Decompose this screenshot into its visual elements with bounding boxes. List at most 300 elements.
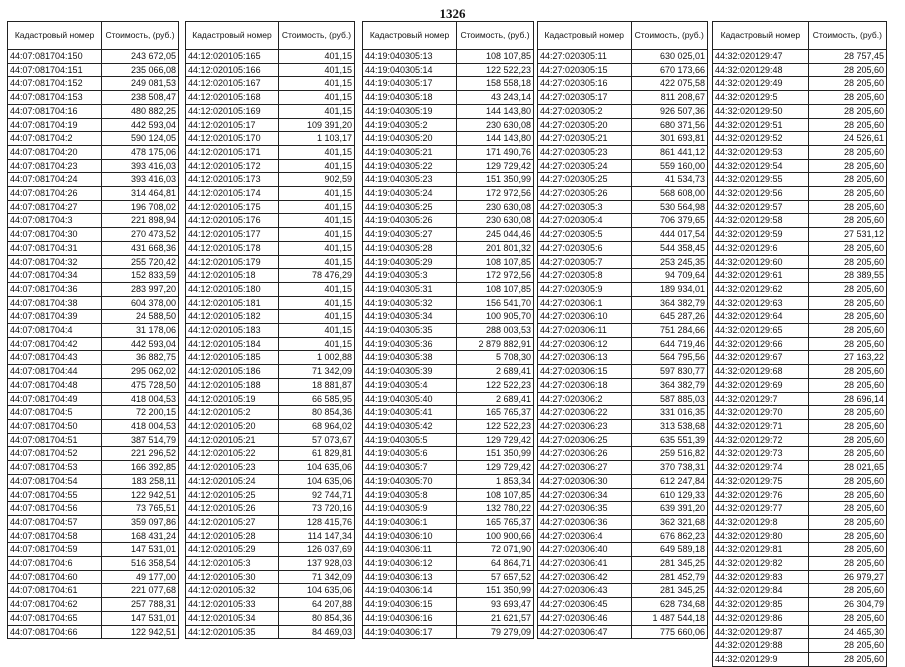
cost-cell: 676 862,23 [631,529,708,543]
cadastral-number-cell: 44:32:020129:70 [713,406,809,420]
cost-cell: 401,15 [278,324,354,338]
table-row [713,337,887,351]
table-row [363,365,534,379]
cadastral-number-cell: 44:12:020105:175 [186,200,279,214]
cost-cell: 359 097,86 [102,515,179,529]
table-row [363,50,534,64]
table-row [186,159,355,173]
cadastral-number-cell: 44:19:040305:42 [363,419,457,433]
cost-cell: 28 205,60 [808,557,886,571]
cost-cell: 64 207,88 [278,598,354,612]
table-row [363,145,534,159]
cadastral-number-cell: 44:19:040305:14 [363,63,457,77]
cost-cell: 80 854,36 [278,406,354,420]
cost-cell: 544 358,45 [631,241,708,255]
cost-cell: 84 469,03 [278,625,354,639]
cadastral-number-cell: 44:12:020105:25 [186,488,279,502]
cadastral-number-cell: 44:32:020129:55 [713,173,809,187]
cost-cell: 811 208,67 [631,91,708,105]
cadastral-number-cell: 44:07:081704:57 [8,515,102,529]
cost-cell: 418 004,53 [102,392,179,406]
cadastral-number-cell: 44:12:020105:180 [186,282,279,296]
cadastral-number-cell: 44:07:081704:66 [8,625,102,639]
cost-header: Стоимость, (руб.) [102,22,179,50]
cadastral-number-cell: 44:12:020105:182 [186,310,279,324]
table-row [186,406,355,420]
table-row [713,639,887,653]
cadastral-number-cell: 44:27:020305:26 [538,187,632,201]
cadastral-number-cell: 44:27:020305:2 [538,104,632,118]
table-row [8,200,179,214]
cost-cell: 49 177,00 [102,570,179,584]
table-row [538,118,708,132]
header-row [538,22,708,50]
cost-cell: 28 205,60 [808,474,886,488]
cost-cell: 393 416,03 [102,173,179,187]
cost-cell: 28 205,60 [808,310,886,324]
table-row [363,584,534,598]
cost-cell: 401,15 [278,77,354,91]
cadastral-number-cell: 44:12:020105:184 [186,337,279,351]
table-row [186,337,355,351]
cost-cell: 281 345,25 [631,584,708,598]
cost-cell: 401,15 [278,214,354,228]
table-row [538,474,708,488]
cost-cell: 171 490,76 [457,145,534,159]
table-row [186,173,355,187]
table-row [713,433,887,447]
cost-cell: 166 392,85 [102,461,179,475]
table-row [186,269,355,283]
cost-cell: 78 476,29 [278,269,354,283]
cost-cell: 129 729,42 [457,461,534,475]
cost-cell: 422 075,58 [631,77,708,91]
cadastral-number-cell: 44:19:040306:11 [363,543,457,557]
cost-cell: 28 205,60 [808,611,886,625]
cost-cell: 401,15 [278,241,354,255]
cost-cell: 71 342,09 [278,570,354,584]
table-row [363,515,534,529]
cost-cell: 28 205,60 [808,282,886,296]
cost-cell: 64 864,71 [457,557,534,571]
cost-cell: 649 589,18 [631,543,708,557]
cost-cell: 61 829,81 [278,447,354,461]
cadastral-number-cell: 44:27:020306:46 [538,611,632,625]
cadastral-number-cell: 44:32:020129:47 [713,50,809,64]
cost-cell: 751 284,66 [631,324,708,338]
cadastral-number-cell: 44:32:020129:48 [713,63,809,77]
cadastral-number-cell: 44:19:040305:20 [363,132,457,146]
cadastral-number-cell: 44:19:040306:12 [363,557,457,571]
cadastral-number-cell: 44:19:040305:18 [363,91,457,105]
table-row [8,611,179,625]
table-row [363,296,534,310]
cost-cell: 245 044,46 [457,228,534,242]
table-row [538,324,708,338]
cost-cell: 122 522,23 [457,419,534,433]
cadastral-number-header: Кадастровый номер [538,22,632,50]
cost-cell: 387 514,79 [102,433,179,447]
table-row [713,474,887,488]
cadastral-number-cell: 44:12:020105:17 [186,118,279,132]
table-row [713,132,887,146]
cadastral-number-cell: 44:32:020129:64 [713,310,809,324]
cost-cell: 401,15 [278,255,354,269]
cadastral-number-cell: 44:12:020105:28 [186,529,279,543]
cost-cell: 1 487 544,18 [631,611,708,625]
table-row [8,255,179,269]
table-row [713,296,887,310]
cost-cell: 238 508,47 [102,91,179,105]
header-row [8,22,179,50]
cost-cell: 431 668,36 [102,241,179,255]
cost-cell: 109 391,20 [278,118,354,132]
table-row [186,515,355,529]
table-row [363,611,534,625]
cost-cell: 104 635,06 [278,584,354,598]
cadastral-number-cell: 44:07:081704:61 [8,584,102,598]
cadastral-number-cell: 44:32:020129:71 [713,419,809,433]
table-row [363,159,534,173]
cadastral-number-cell: 44:12:020105:3 [186,557,279,571]
cost-cell: 57 657,52 [457,570,534,584]
cost-cell: 610 129,33 [631,488,708,502]
cost-cell: 401,15 [278,228,354,242]
cadastral-number-cell: 44:19:040305:27 [363,228,457,242]
table-row [713,625,887,639]
cost-cell: 151 350,99 [457,584,534,598]
table-row [538,282,708,296]
cadastral-number-cell: 44:32:020129:81 [713,543,809,557]
cost-cell: 152 833,59 [102,269,179,283]
table-row [538,351,708,365]
cost-cell: 28 205,60 [808,515,886,529]
cadastral-number-cell: 44:27:020305:23 [538,145,632,159]
cost-cell: 902,59 [278,173,354,187]
table-row [186,241,355,255]
cadastral-number-cell: 44:19:040305:31 [363,282,457,296]
cadastral-number-cell: 44:12:020105:29 [186,543,279,557]
cadastral-number-cell: 44:19:040305:21 [363,145,457,159]
cadastral-number-cell: 44:27:020305:7 [538,255,632,269]
cadastral-number-cell: 44:27:020306:22 [538,406,632,420]
cost-cell: 2 689,41 [457,365,534,379]
cost-cell: 564 795,56 [631,351,708,365]
cadastral-number-cell: 44:12:020105:2 [186,406,279,420]
table-row [186,187,355,201]
cadastral-number-cell: 44:27:020305:3 [538,200,632,214]
cost-cell: 28 205,60 [808,241,886,255]
table-row [363,529,534,543]
cadastral-number-cell: 44:07:081704:39 [8,310,102,324]
cadastral-number-cell: 44:07:081704:34 [8,269,102,283]
cadastral-number-cell: 44:32:020129:8 [713,515,809,529]
table-row [713,392,887,406]
cost-cell: 221 898,94 [102,214,179,228]
cadastral-number-cell: 44:19:040305:22 [363,159,457,173]
table-row [713,159,887,173]
table-row [363,378,534,392]
table-row [713,63,887,77]
cadastral-number-cell: 44:12:020105:34 [186,611,279,625]
cadastral-number-cell: 44:32:020129:87 [713,625,809,639]
cadastral-number-cell: 44:32:020129:82 [713,557,809,571]
cost-cell: 71 342,09 [278,365,354,379]
cadastral-number-cell: 44:12:020105:165 [186,50,279,64]
cost-cell: 172 972,56 [457,187,534,201]
cost-cell: 92 744,71 [278,488,354,502]
cost-cell: 28 205,60 [808,214,886,228]
cost-cell: 122 522,23 [457,378,534,392]
table-row [713,324,887,338]
cadastral-number-cell: 44:07:081704:4 [8,324,102,338]
cadastral-number-cell: 44:07:081704:16 [8,104,102,118]
table-row [8,557,179,571]
table-row [8,365,179,379]
cost-cell: 28 205,60 [808,255,886,269]
table-row [8,159,179,173]
table-row [363,269,534,283]
table-row [186,91,355,105]
cadastral-number-cell: 44:12:020105:176 [186,214,279,228]
table-row [363,337,534,351]
table-row [186,543,355,557]
cost-cell: 28 205,60 [808,378,886,392]
table-row [186,104,355,118]
cost-cell: 28 205,60 [808,406,886,420]
cost-cell: 137 928,03 [278,557,354,571]
cadastral-number-cell: 44:27:020306:36 [538,515,632,529]
cost-cell: 28 205,60 [808,488,886,502]
cadastral-number-cell: 44:27:020306:47 [538,625,632,639]
cadastral-number-cell: 44:19:040305:29 [363,255,457,269]
table-row [713,282,887,296]
table-row [713,584,887,598]
cost-cell: 28 205,60 [808,652,886,666]
table-row [186,557,355,571]
cadastral-number-cell: 44:27:020306:15 [538,365,632,379]
table-row [186,378,355,392]
cost-cell: 28 205,60 [808,187,886,201]
table-row [538,392,708,406]
cost-cell: 401,15 [278,159,354,173]
cadastral-number-cell: 44:07:081704:51 [8,433,102,447]
table-row [363,241,534,255]
cadastral-number-cell: 44:19:040305:25 [363,200,457,214]
cost-cell: 28 205,60 [808,200,886,214]
table-row [538,557,708,571]
cadastral-number-cell: 44:27:020306:43 [538,584,632,598]
cost-cell: 230 630,08 [457,118,534,132]
table-row [363,433,534,447]
table-row [713,611,887,625]
cost-cell: 156 541,70 [457,296,534,310]
table-row [8,378,179,392]
table-row [713,529,887,543]
cadastral-number-cell: 44:07:081704:44 [8,365,102,379]
table-row [186,50,355,64]
cost-cell: 28 205,60 [808,639,886,653]
table-row [8,461,179,475]
table-row [713,214,887,228]
cost-cell: 604 378,00 [102,296,179,310]
table-row [538,63,708,77]
cost-cell: 18 881,87 [278,378,354,392]
cadastral-number-cell: 44:27:020306:42 [538,570,632,584]
cadastral-number-cell: 44:12:020105:185 [186,351,279,365]
table-row [8,502,179,516]
cadastral-number-cell: 44:27:020306:26 [538,447,632,461]
cost-cell: 516 358,54 [102,557,179,571]
table-row [363,419,534,433]
cadastral-number-cell: 44:12:020105:169 [186,104,279,118]
cadastral-number-cell: 44:12:020105:186 [186,365,279,379]
table-row [8,91,179,105]
cadastral-number-cell: 44:07:081704:59 [8,543,102,557]
cost-cell: 28 205,60 [808,324,886,338]
cost-cell: 43 243,14 [457,91,534,105]
table-row [713,241,887,255]
table-row [363,200,534,214]
table-row [538,91,708,105]
table-row [713,145,887,159]
cost-cell: 79 279,09 [457,625,534,639]
table-row [363,461,534,475]
cadastral-number-cell: 44:27:020306:25 [538,433,632,447]
table-row [186,200,355,214]
cost-table-3 [362,21,534,639]
table-row [186,598,355,612]
table-row [538,570,708,584]
table-row [363,625,534,639]
cadastral-number-cell: 44:12:020105:22 [186,447,279,461]
cost-cell: 41 534,73 [631,173,708,187]
table-row [713,104,887,118]
cadastral-number-cell: 44:32:020129:65 [713,324,809,338]
cadastral-number-cell: 44:19:040305:24 [363,187,457,201]
cost-cell: 444 017,54 [631,228,708,242]
cadastral-number-cell: 44:27:020305:8 [538,269,632,283]
table-row [363,104,534,118]
cadastral-number-cell: 44:32:020129:83 [713,570,809,584]
cost-cell: 172 972,56 [457,269,534,283]
cadastral-number-cell: 44:32:020129:6 [713,241,809,255]
cost-cell: 418 004,53 [102,419,179,433]
table-row [713,173,887,187]
cost-cell: 5 708,30 [457,351,534,365]
cost-cell: 401,15 [278,91,354,105]
cost-cell: 401,15 [278,310,354,324]
table-row [363,447,534,461]
table-row [363,598,534,612]
cadastral-number-cell: 44:19:040305:35 [363,324,457,338]
cost-cell: 670 173,66 [631,63,708,77]
table-row [538,145,708,159]
table-row [713,255,887,269]
table-row [713,570,887,584]
cadastral-number-cell: 44:32:020129:50 [713,104,809,118]
table-row [538,228,708,242]
table-row [8,337,179,351]
table-row [538,378,708,392]
cost-cell: 28 205,60 [808,63,886,77]
cost-cell: 478 175,06 [102,145,179,159]
cadastral-number-cell: 44:07:081704:55 [8,488,102,502]
cost-cell: 151 350,99 [457,173,534,187]
cadastral-number-cell: 44:07:081704:58 [8,529,102,543]
cadastral-number-cell: 44:27:020306:30 [538,474,632,488]
cadastral-number-cell: 44:27:020305:6 [538,241,632,255]
cost-cell: 73 720,16 [278,502,354,516]
table-row [8,269,179,283]
table-row [186,132,355,146]
table-row [8,50,179,64]
table-row [8,296,179,310]
cadastral-number-cell: 44:07:081704:150 [8,50,102,64]
cost-cell: 639 391,20 [631,502,708,516]
cost-cell: 401,15 [278,50,354,64]
table-row [8,433,179,447]
cadastral-number-cell: 44:12:020105:177 [186,228,279,242]
cadastral-number-cell: 44:12:020105:33 [186,598,279,612]
cadastral-number-cell: 44:27:020306:23 [538,419,632,433]
table-row [8,474,179,488]
cost-cell: 255 720,42 [102,255,179,269]
cadastral-number-cell: 44:32:020129:73 [713,447,809,461]
table-row [713,187,887,201]
cost-cell: 362 321,68 [631,515,708,529]
cadastral-number-cell: 44:19:040305:17 [363,77,457,91]
table-row [186,118,355,132]
cadastral-number-cell: 44:12:020105:183 [186,324,279,338]
table-row [8,77,179,91]
table-row [186,63,355,77]
cost-cell: 93 693,47 [457,598,534,612]
table-row [363,132,534,146]
table-row [538,241,708,255]
table-row [538,447,708,461]
cadastral-number-cell: 44:07:081704:2 [8,132,102,146]
cadastral-number-cell: 44:19:040305:19 [363,104,457,118]
table-row [8,324,179,338]
table-row [363,406,534,420]
cadastral-number-cell: 44:27:020305:25 [538,173,632,187]
table-row [363,214,534,228]
cadastral-number-cell: 44:19:040305:3 [363,269,457,283]
cost-cell: 36 882,75 [102,351,179,365]
cost-cell: 301 693,81 [631,132,708,146]
cost-cell: 364 382,79 [631,378,708,392]
cadastral-number-cell: 44:27:020305:24 [538,159,632,173]
table-row [186,433,355,447]
cost-header: Стоимость, (руб.) [808,22,886,50]
table-row [363,255,534,269]
cost-cell: 28 205,60 [808,337,886,351]
table-row [363,488,534,502]
table-row [8,282,179,296]
cadastral-number-cell: 44:27:020305:15 [538,63,632,77]
cadastral-number-cell: 44:19:040305:5 [363,433,457,447]
cost-cell: 189 934,01 [631,282,708,296]
cadastral-number-cell: 44:12:020105:24 [186,474,279,488]
cadastral-number-cell: 44:07:081704:30 [8,228,102,242]
table-row [538,187,708,201]
table-row [8,515,179,529]
cadastral-number-cell: 44:12:020105:19 [186,392,279,406]
cadastral-number-cell: 44:07:081704:32 [8,255,102,269]
cadastral-number-cell: 44:32:020129:7 [713,392,809,406]
cost-cell: 151 350,99 [457,447,534,461]
